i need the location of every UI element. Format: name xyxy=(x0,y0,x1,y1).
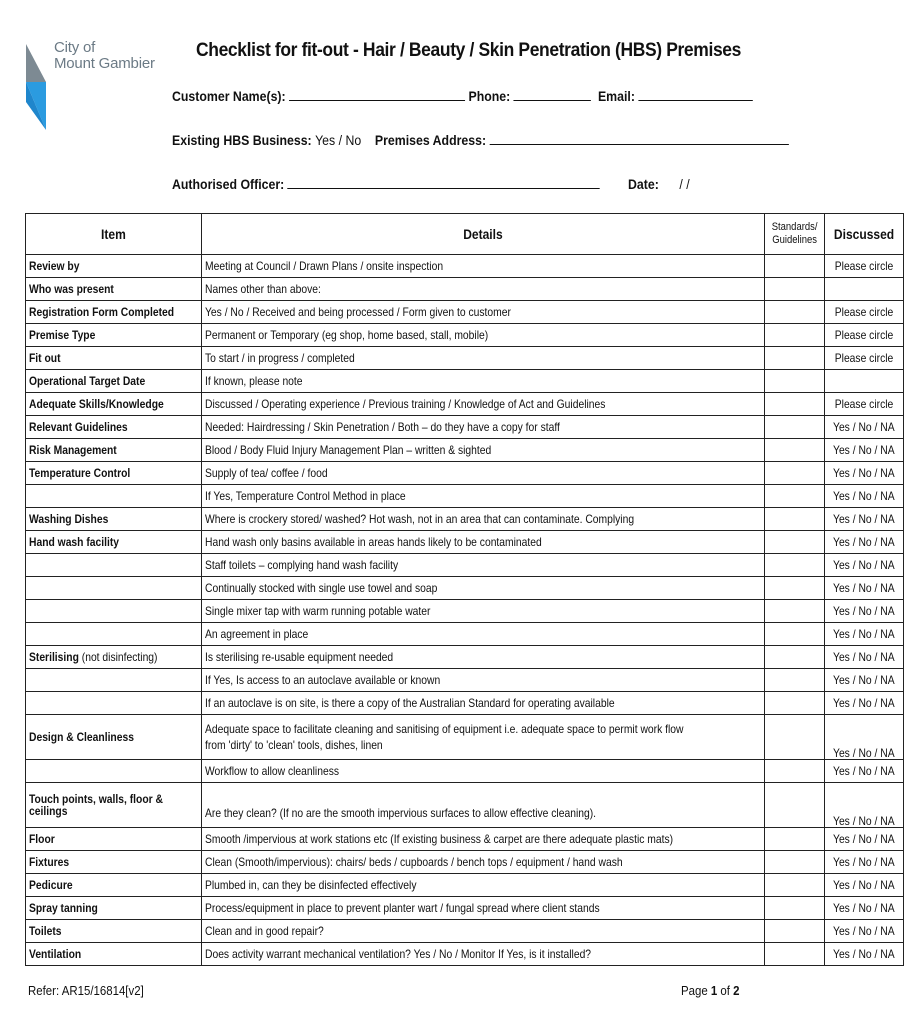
standards-cell[interactable] xyxy=(765,692,825,715)
table-row xyxy=(26,623,904,646)
customer-field[interactable] xyxy=(289,88,465,101)
standards-cell[interactable] xyxy=(765,393,825,416)
standards-cell[interactable] xyxy=(765,462,825,485)
standards-cell[interactable] xyxy=(765,508,825,531)
email-field[interactable] xyxy=(638,88,752,101)
table-row xyxy=(26,943,904,966)
item-cell: Floor xyxy=(26,828,202,851)
table-row xyxy=(26,485,904,508)
item-cell xyxy=(26,692,202,715)
details-cell: Staff toilets – complying hand wash facility xyxy=(201,554,764,577)
discussed-cell[interactable]: Yes / No / NA xyxy=(825,600,904,623)
item-cell xyxy=(26,623,202,646)
table-row xyxy=(26,508,904,531)
standards-cell[interactable] xyxy=(765,874,825,897)
table-row xyxy=(26,301,904,324)
discussed-cell[interactable]: Yes / No / NA xyxy=(825,669,904,692)
details-cell: Single mixer tap with warm running potable water xyxy=(201,600,764,623)
item-cell: Registration Form Completed xyxy=(26,301,202,324)
standards-cell[interactable] xyxy=(765,783,825,828)
discussed-cell[interactable]: Yes / No / NA xyxy=(825,715,904,760)
item-cell: Review by xyxy=(26,255,202,278)
details-cell: Discussed / Operating experience / Previous training / Knowledge of Act and Guidelines xyxy=(201,393,764,416)
details-cell: Are they clean? (If no are the smooth impervious surfaces to allow effective cleaning). xyxy=(201,783,764,828)
table-row xyxy=(26,783,904,828)
details-cell: To start / in progress / completed xyxy=(201,347,764,370)
details-cell: Permanent or Temporary (eg shop, home based, stall, mobile) xyxy=(201,324,764,347)
table-row xyxy=(26,531,904,554)
item-cell: Pedicure xyxy=(26,874,202,897)
details-cell: Clean and in good repair? xyxy=(201,920,764,943)
details-cell: Plumbed in, can they be disinfected effectively xyxy=(201,874,764,897)
item-cell: Fit out xyxy=(26,347,202,370)
table-row xyxy=(26,439,904,462)
details-cell: Smooth /impervious at work stations etc (If existing business & carpet are there adequate plastic mats) xyxy=(201,828,764,851)
column-header-item: Item xyxy=(26,214,202,255)
existing-options[interactable]: Yes / No xyxy=(315,132,362,148)
discussed-cell[interactable]: Please circle xyxy=(825,393,904,416)
table-header-row xyxy=(26,214,904,255)
discussed-cell[interactable] xyxy=(825,278,904,301)
date-row xyxy=(628,176,690,192)
phone-label: Phone: xyxy=(468,88,511,104)
standards-cell[interactable] xyxy=(765,416,825,439)
details-cell: Where is crockery stored/ washed? Hot wash, not in an area that can contaminate. Complying xyxy=(201,508,764,531)
standards-cell[interactable] xyxy=(765,828,825,851)
customer-label: Customer Name(s): xyxy=(172,88,286,104)
details-cell: Names other than above: xyxy=(201,278,764,301)
standards-cell[interactable] xyxy=(765,577,825,600)
standards-cell[interactable] xyxy=(765,370,825,393)
discussed-cell[interactable]: Yes / No / NA xyxy=(825,760,904,783)
discussed-cell[interactable]: Yes / No / NA xyxy=(825,439,904,462)
table-row xyxy=(26,828,904,851)
discussed-cell[interactable] xyxy=(825,370,904,393)
table-row xyxy=(26,347,904,370)
details-cell: An agreement in place xyxy=(201,623,764,646)
table-row xyxy=(26,920,904,943)
table-row xyxy=(26,715,904,760)
column-header-standards: Standards/ Guidelines xyxy=(765,214,825,255)
discussed-cell[interactable]: Yes / No / NA xyxy=(825,554,904,577)
standards-cell[interactable] xyxy=(765,920,825,943)
details-cell: Is sterilising re-usable equipment needed xyxy=(201,646,764,669)
discussed-cell[interactable]: Please circle xyxy=(825,347,904,370)
checklist-table xyxy=(25,213,904,966)
item-cell: Premise Type xyxy=(26,324,202,347)
discussed-cell[interactable]: Yes / No / NA xyxy=(825,783,904,828)
discussed-cell[interactable]: Please circle xyxy=(825,301,904,324)
page-number: Page 1 of 2 xyxy=(681,983,740,998)
item-cell: Toilets xyxy=(26,920,202,943)
table-row xyxy=(26,646,904,669)
discussed-cell[interactable]: Please circle xyxy=(825,324,904,347)
details-cell: Yes / No / Received and being processed / Form given to customer xyxy=(201,301,764,324)
details-cell: If known, please note xyxy=(201,370,764,393)
table-row xyxy=(26,851,904,874)
table-row xyxy=(26,554,904,577)
discussed-cell[interactable]: Yes / No / NA xyxy=(825,416,904,439)
item-cell: Fixtures xyxy=(26,851,202,874)
officer-row xyxy=(172,176,600,192)
item-cell xyxy=(26,669,202,692)
item-cell: Risk Management xyxy=(26,439,202,462)
details-cell: Continually stocked with single use towel and soap xyxy=(201,577,764,600)
standards-cell[interactable] xyxy=(765,760,825,783)
standards-cell[interactable] xyxy=(765,646,825,669)
item-cell: Spray tanning xyxy=(26,897,202,920)
reference-number: Refer: AR15/16814[v2] xyxy=(28,983,144,998)
table-row xyxy=(26,370,904,393)
item-cell: Design & Cleanliness xyxy=(26,715,202,760)
standards-cell[interactable] xyxy=(765,554,825,577)
table-row xyxy=(26,669,904,692)
details-cell: Meeting at Council / Drawn Plans / onsite inspection xyxy=(201,255,764,278)
existing-row xyxy=(172,132,789,148)
customer-row xyxy=(172,88,753,104)
discussed-cell[interactable]: Yes / No / NA xyxy=(825,508,904,531)
details-cell: Adequate space to facilitate cleaning and sanitising of equipment i.e. adequate space to permit work flow from 'dirty' to 'clean' tools, dishes, linen xyxy=(201,715,764,760)
standards-cell[interactable] xyxy=(765,278,825,301)
discussed-cell[interactable]: Yes / No / NA xyxy=(825,874,904,897)
details-cell: Workflow to allow cleanliness xyxy=(201,760,764,783)
item-cell xyxy=(26,760,202,783)
item-cell: Sterilising (not disinfecting) xyxy=(26,646,202,669)
standards-cell[interactable] xyxy=(765,531,825,554)
discussed-cell[interactable]: Yes / No / NA xyxy=(825,897,904,920)
standards-cell[interactable] xyxy=(765,324,825,347)
table-row xyxy=(26,278,904,301)
item-cell: Who was present xyxy=(26,278,202,301)
table-row xyxy=(26,600,904,623)
details-cell: If an autoclave is on site, is there a copy of the Australian Standard for operating available xyxy=(201,692,764,715)
column-header-discussed: Discussed xyxy=(825,214,904,255)
table-row xyxy=(26,577,904,600)
item-cell: Adequate Skills/Knowledge xyxy=(26,393,202,416)
date-field[interactable]: / / xyxy=(679,176,690,192)
standards-cell[interactable] xyxy=(765,623,825,646)
table-row xyxy=(26,897,904,920)
phone-field[interactable] xyxy=(514,88,591,101)
standards-cell[interactable] xyxy=(765,347,825,370)
officer-label: Authorised Officer: xyxy=(172,176,285,192)
details-cell: Process/equipment in place to prevent planter wart / fungal spread where client stands xyxy=(201,897,764,920)
column-header-details: Details xyxy=(201,214,764,255)
standards-cell[interactable] xyxy=(765,943,825,966)
item-cell: Operational Target Date xyxy=(26,370,202,393)
details-cell: Does activity warrant mechanical ventilation? Yes / No / Monitor If Yes, is it installed? xyxy=(201,943,764,966)
discussed-cell[interactable]: Yes / No / NA xyxy=(825,623,904,646)
item-cell: Ventilation xyxy=(26,943,202,966)
details-cell: If Yes, Temperature Control Method in place xyxy=(201,485,764,508)
details-cell: Supply of tea/ coffee / food xyxy=(201,462,764,485)
standards-cell[interactable] xyxy=(765,255,825,278)
item-cell: Washing Dishes xyxy=(26,508,202,531)
email-label: Email: xyxy=(597,88,635,104)
existing-label: Existing HBS Business: xyxy=(172,132,312,148)
discussed-cell[interactable]: Yes / No / NA xyxy=(825,462,904,485)
discussed-cell[interactable]: Yes / No / NA xyxy=(825,485,904,508)
address-label: Premises Address: xyxy=(374,132,487,148)
standards-cell[interactable] xyxy=(765,897,825,920)
discussed-cell[interactable]: Please circle xyxy=(825,255,904,278)
date-label: Date: xyxy=(628,176,659,192)
details-cell: Clean (Smooth/impervious): chairs/ beds / cupboards / bench tops / equipment / hand wash xyxy=(201,851,764,874)
discussed-cell[interactable]: Yes / No / NA xyxy=(825,577,904,600)
standards-cell[interactable] xyxy=(765,439,825,462)
standards-cell[interactable] xyxy=(765,301,825,324)
item-cell: Hand wash facility xyxy=(26,531,202,554)
page-title: Checklist for fit-out - Hair / Beauty / Skin Penetration (HBS) Premises xyxy=(196,40,742,61)
table-row xyxy=(26,324,904,347)
table-row xyxy=(26,393,904,416)
standards-cell[interactable] xyxy=(765,669,825,692)
discussed-cell[interactable]: Yes / No / NA xyxy=(825,646,904,669)
item-cell: Touch points, walls, floor & ceilings xyxy=(26,783,202,828)
standards-cell[interactable] xyxy=(765,851,825,874)
item-cell xyxy=(26,485,202,508)
discussed-cell[interactable]: Yes / No / NA xyxy=(825,828,904,851)
officer-field[interactable] xyxy=(288,176,600,189)
discussed-cell[interactable]: Yes / No / NA xyxy=(825,531,904,554)
discussed-cell[interactable]: Yes / No / NA xyxy=(825,851,904,874)
table-row xyxy=(26,255,904,278)
table-row xyxy=(26,462,904,485)
discussed-cell[interactable]: Yes / No / NA xyxy=(825,943,904,966)
table-row xyxy=(26,416,904,439)
details-cell: Hand wash only basins available in areas hands likely to be contaminated xyxy=(201,531,764,554)
address-field[interactable] xyxy=(489,132,788,145)
table-row xyxy=(26,692,904,715)
item-cell xyxy=(26,600,202,623)
item-cell xyxy=(26,554,202,577)
logo-text: City of Mount Gambier xyxy=(54,39,155,72)
standards-cell[interactable] xyxy=(765,485,825,508)
table-row xyxy=(26,760,904,783)
standards-cell[interactable] xyxy=(765,600,825,623)
standards-cell[interactable] xyxy=(765,715,825,760)
discussed-cell[interactable]: Yes / No / NA xyxy=(825,692,904,715)
details-cell: Needed: Hairdressing / Skin Penetration / Both – do they have a copy for staff xyxy=(201,416,764,439)
discussed-cell[interactable]: Yes / No / NA xyxy=(825,920,904,943)
table-row xyxy=(26,874,904,897)
details-cell: Blood / Body Fluid Injury Management Plan – written & sighted xyxy=(201,439,764,462)
item-cell: Relevant Guidelines xyxy=(26,416,202,439)
item-cell xyxy=(26,577,202,600)
details-cell: If Yes, Is access to an autoclave available or known xyxy=(201,669,764,692)
item-cell: Temperature Control xyxy=(26,462,202,485)
